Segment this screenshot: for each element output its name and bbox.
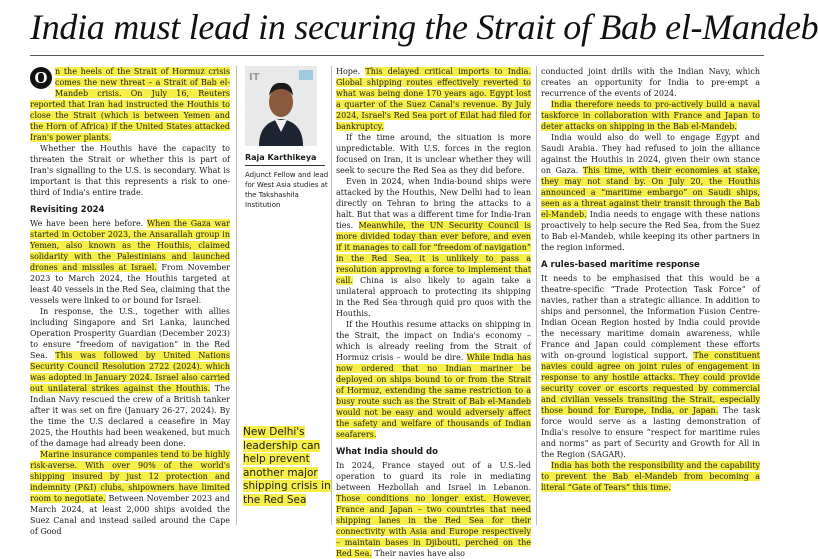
- highlighted-text: Those conditions no longer exist. However, France and Japan – two countries that need shipping lanes in the Red Sea for their connectivity with Asia and Europe respectively – maintain bases in Djibouti, perched on the Red Sea.: [336, 494, 531, 558]
- pull-quote: New Delhi's leadership can help prevent another major shipping crisis in the Red Sea: [243, 426, 331, 506]
- paragraph: Even in 2024, when India-bound ships were attacked by the Houthis, New Delhi had to lean directly on Tehran to bring the attacks to a halt. But that was a different time for India-Iran ties. Meanwhile, the UN Security Council is more divided today than ever before, and even if it manages to call for “freedom of navigation” in the Red Sea, it is unlikely to pass a resolution approving a force to implement that call. China is also likely to again take a unilateral approach to protecting its shipping in the Red Sea through quid pro quos with the Houthis.: [336, 177, 531, 318]
- column-divider: [536, 66, 537, 525]
- dropcap: O: [30, 67, 52, 89]
- paragraph: [541, 99, 760, 132]
- author-description: Adjunct Fellow and lead for West Asia studies at the Takshashila Institution: [245, 171, 329, 209]
- paragraph: It needs to be emphasised that this would be a theatre-specific “Trade Protection Task Force” of navies, rather than a strategic alliance. In addition to ships and personnel, the Information Fusion Centre-Indian Ocean Region hosted by India could provide the necessary maritime domain awareness, while France and Japan could complement these efforts with on-ground logistical support. The constituent navies could agree on joint rules of engagement in response to any hostile attacks. They could provide security cover or escorts requested by commercial and civilian vessels transiting the Strait, especially those bound for Europe, India, or Japan. The task force would serve as a lasting demonstration of India's resolve to ensure “respect for maritime rules and norms” as part of Security and Growth for All in the Region (SAGAR).: [541, 274, 760, 459]
- paragraph: Hope. This delayed critical imports to India. Global shipping routes effectively reverted to what was being done 170 years ago. Egypt lost a quarter of the Suez Canal's revenue. By July 2024, Israel's Red Sea port of Eilat had filed for bankruptcy.: [336, 67, 531, 131]
- highlighted-text: This was followed by United Nations Security Council Resolution 2722 (2024). which was adopted in January 2024. Israel also carried out unilateral strikes against the Houthis.: [30, 351, 230, 393]
- paragraph: If the time around, the situation is more unpredictable. With U.S. forces in the region focused on Iran, it is unclear whether they will seek to secure the Red Sea as they did before.: [336, 133, 531, 175]
- article-column-3: [541, 66, 760, 525]
- highlighted-text: When the Gaza war started in October 2023, the Ansarallah group in Yemen, also known as the Houthis, claimed solidarity with the Palestinians and launched drones and missiles at Israel.: [30, 219, 231, 272]
- subheading-revisiting-2024: Revisiting 2024: [30, 205, 105, 215]
- article-column-1: [30, 66, 231, 536]
- highlighted-text: The constituent navies could agree on joint rules of engagement in response to any hostile attacks. They could provide security cover or escorts requested by commercial and civilian vessels transiting the Strait, especially those bound for Europe, India, or Japan.: [541, 351, 760, 415]
- paragraph: If the Houthis resume attacks on shipping in the Strait, the impact on India's economy – which is already reeling from the Strait of Hormuz crisis – would be dire. While India has now ordered that no Indian mariner be deployed on ships bound to or from the Strait of Hormuz, extending the same restriction to a busy route such as the Strait of Bab el-Mandeb would not be easy and would adversely affect the safety and welfare of thousands of Indian seafarers.: [336, 320, 532, 439]
- paragraph: conducted joint drills with the Indian Navy, which creates an opportunity for India to pre-empt a recurrence of the events of 2024.: [541, 67, 760, 98]
- highlighted-text: n the heels of the Strait of Hormuz crisis comes the new threat – a Strait of Bab el-Mandeb crisis. On July 16, Reuters reported that Iran had instructed the Houthis to close the Strait (which is between Yemen and the Horn of Africa) if the United States attacked Iran's power plants.: [30, 67, 230, 142]
- highlighted-text: While India has now ordered that no Indian mariner be deployed on ships bound to or from the Strait of Hormuz, extending the same restriction to a busy route such as the Strait of Bab el-Mandeb would not be easy and would adversely affect the safety and welfare of thousands of Indian seafarers.: [336, 353, 532, 439]
- author-portrait-icon: [245, 66, 317, 146]
- lead-paragraph: [30, 66, 230, 143]
- subheading-rules-based-maritime-response: A rules-based maritime response: [541, 260, 700, 270]
- highlighted-text: This delayed critical imports to India. Global shipping routes effectively reverted to what was being done 170 years ago. Egypt lost a quarter of the Suez Canal's revenue. By July 2024, Israel's Red Sea port of Eilat had filed for bankruptcy.: [336, 67, 531, 131]
- paragraph: [541, 460, 760, 493]
- highlighted-text: Marine insurance companies tend to be highly risk-averse. With over 90% of the world's shipping insured by just 12 protection and indemnity (P&I) clubs, shipowners have limited room to negotiate.: [30, 450, 230, 503]
- highlighted-text: This time, with their economies at stake, they may not stand by. On July 20, the Houthis announced a “maritime embargo” on Saudi ships, seen as a threat against their transit through the Bab el-Mandeb.: [541, 166, 760, 219]
- author-rule: [245, 165, 325, 166]
- headline-rule: [30, 55, 764, 56]
- paragraph: In response, the U.S., together with allies including Singapore and Sri Lanka, launched Operation Prosperity Guardian (December 2023) to ensure “freedom of navigation” in the Red Sea. This was followed by United Nations Security Council Resolution 2722 (2024). which was adopted in January 2024. Israel also carried out unilateral strikes against the Houthis. The Indian Navy rescued the crew of a British tanker after it was set on fire (January 26-27, 2024). By the time the U.S declared a ceasefire in May 2025, the Houthis had been weakened, but much of the damage had already been done.: [30, 307, 230, 448]
- author-name: Raja Karthikeya: [245, 153, 317, 162]
- paragraph: Marine insurance companies tend to be highly risk-averse. With over 90% of the world's shipping insured by just 12 protection and indemnity (P&I) clubs, shipowners have limited room to negotiate. Between November 2023 and March 2024, at least 2,000 ships avoided the Suez Canal and instead sailed around the Cape of Good: [30, 450, 230, 536]
- paragraph: We have been here before. When the Gaza war started in October 2023, the Ansarallah group in Yemen, also known as the Houthis, claimed solidarity with the Palestinians and launched drones and missiles at Israel. From November 2023 to March 2024, the Houthis targeted at least 40 vessels in the Red Sea, claiming that the vessels were linked to or bound for Israel.: [30, 219, 231, 305]
- column-divider: [236, 66, 237, 525]
- paragraph: India would also do well to engage Egypt and Saudi Arabia. They had refused to join the alliance against the Houthis in 2024, given their own stance on Gaza. This time, with their economies at stake, they may not stand by. On July 20, the Houthis announced a “maritime embargo” on Saudi ships, seen as a threat against their transit through the Bab el-Mandeb. India needs to engage with these nations proactively to help secure the Red Sea, from the Suez to Bab el-Mandeb, while keeping its other partners in the region informed.: [541, 133, 761, 252]
- highlighted-text: India has both the responsibility and the capability to prevent the Bab el-Mandeb from becoming a literal “Gate of Tears” this time.: [541, 461, 760, 492]
- paragraph: In 2024, France stayed out of a U.S.-led operation to guard its role in mediating between Hezbollah and Israel in Lebanon. Those conditions no longer exist. However, France and Japan – two countries that need shipping lanes in the Red Sea for their connectivity with Asia and Europe respectively – maintain bases in Djibouti, perched on the Red Sea. Their navies have also: [336, 461, 531, 558]
- paragraph: Whether the Houthis have the capacity to threaten the Strait or whether this is part of Iran's signalling to the U.S. is secondary. What is important is that this represents a risk to one-third of India's entire trade.: [30, 144, 230, 197]
- headline: India must lead in securing the Strait of Bab el-Mandeb: [30, 7, 818, 47]
- article-column-2: [336, 66, 532, 558]
- column-divider: [331, 66, 332, 525]
- highlighted-text: Meanwhile, the UN Security Council is more divided today than ever before, and even if it manages to call for “freedom of navigation” in the Red Sea, it is unlikely to pass a resolution approving a force to implement that call.: [336, 221, 531, 285]
- svg-text:IT: IT: [249, 72, 260, 83]
- subheading-what-india-should-do: What India should do: [336, 447, 438, 457]
- highlighted-text: India therefore needs to pro-actively build a naval taskforce in collaboration with France and Japan to deter attacks on shipping in the Bab el-Mandeb.: [541, 100, 760, 131]
- author-photo: [245, 66, 317, 146]
